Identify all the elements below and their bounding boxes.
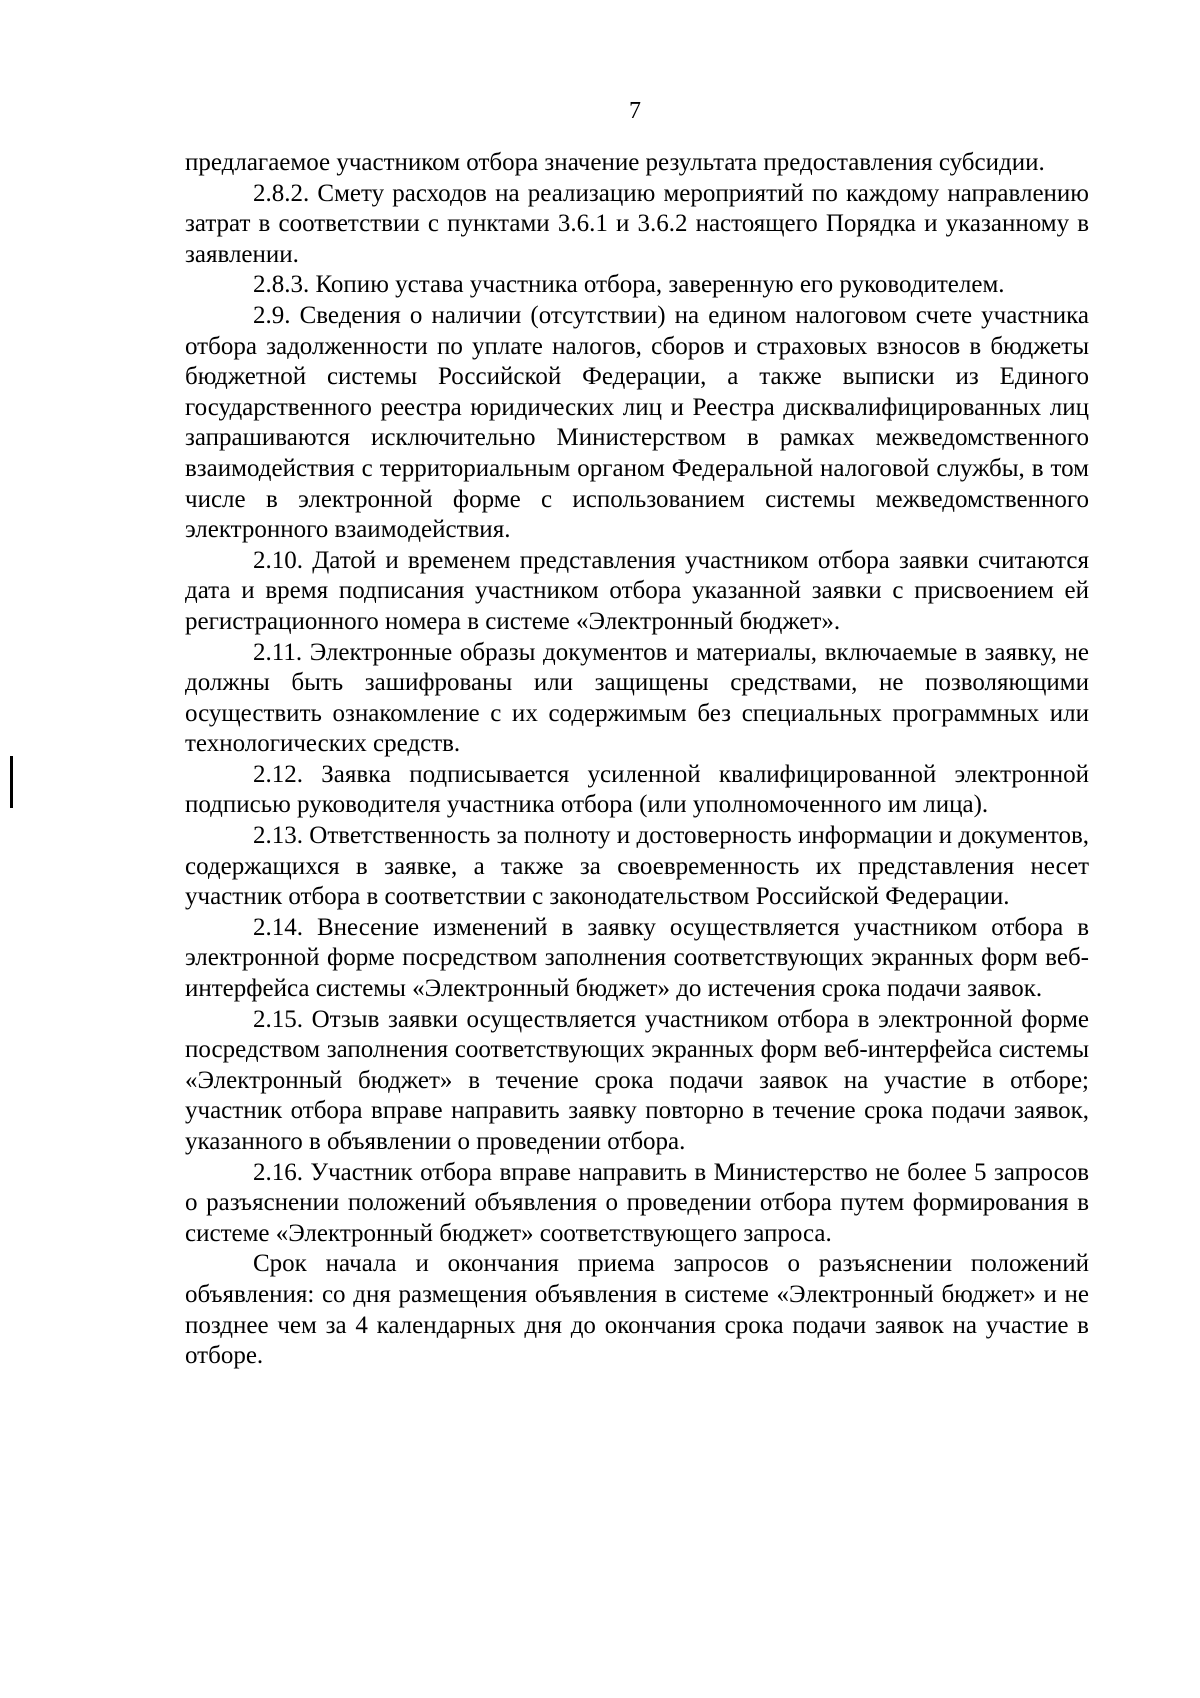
paragraph-2-15: 2.15. Отзыв заявки осуществляется участником отбора в электронной форме посредством заполнения соответствующих экранных форм веб-интерфейса системы «Электронный бюджет» в течение срока подачи заявок на участие в отборе; участник отбора вправе направить заявку повторно в течение срока подачи заявок, указанного в объявлении о проведении отбора.: [185, 1005, 1089, 1155]
paragraph-2-13: 2.13. Ответственность за полноту и достоверность информации и документов, содержащихся в заявке, а также за своевременность их представления несет участник отбора в соответствии с законодательством Российской Федерации.: [185, 822, 1089, 911]
paragraph-2-16: 2.16. Участник отбора вправе направить в Министерство не более 5 запросов о разъяснении положений объявления о проведении отбора путем формирования в системе «Электронный бюджет» соответствующего запроса.: [185, 1158, 1089, 1247]
document-body: [185, 148, 1089, 1372]
paragraph-continuation: предлагаемое участником отбора значение результата предоставления субсидии.: [185, 149, 1045, 176]
page-number: 7: [629, 98, 641, 124]
paragraph-2-12: 2.12. Заявка подписывается усиленной квалифицированной электронной подписью руководителя участника отбора (или уполномоченного им лица).: [185, 760, 1089, 819]
paragraph-2-11: 2.11. Электронные образы документов и материалы, включаемые в заявку, не должны быть зашифрованы или защищены средствами, не позволяющими осуществить ознакомление с их содержимым без специальных программных или технологических средств.: [185, 638, 1089, 758]
paragraph-request-deadline: Срок начала и окончания приема запросов о разъяснении положений объявления: со дня размещения объявления в системе «Электронный бюджет» и не позднее чем за 4 календарных дня до окончания срока подачи заявок на участие в отборе.: [185, 1250, 1089, 1370]
paragraph-2-8-2: 2.8.2. Смету расходов на реализацию мероприятий по каждому направлению затрат в соответствии с пунктами 3.6.1 и 3.6.2 настоящего Порядка и указанному в заявлении.: [185, 179, 1089, 268]
paragraph-2-9: 2.9. Сведения о наличии (отсутствии) на едином налоговом счете участника отбора задолженности по уплате налогов, сборов и страховых взносов в бюджеты бюджетной системы Российской Федерации, а также выписки из Единого государственного реестра юридических лиц и Реестра дисквалифицированных лиц запрашиваются исключительно Министерством в рамках межведомственного взаимодействия с территориальным органом Федеральной налоговой службы, в том числе в электронной форме с использованием системы межведомственного электронного взаимодействия.: [185, 301, 1089, 544]
paragraph-2-8-3: 2.8.3. Копию устава участника отбора, заверенную его руководителем.: [253, 271, 1005, 299]
paragraph-2-14: 2.14. Внесение изменений в заявку осуществляется участником отбора в электронной форме посредством заполнения соответствующих экранных форм веб-интерфейса системы «Электронный бюджет» до истечения срока подачи заявок.: [185, 913, 1089, 1003]
margin-scan-mark: [10, 756, 13, 808]
paragraph-2-10: 2.10. Датой и временем представления участником отбора заявки считаются дата и время подписания участником отбора указанной заявки с присвоением ей регистрационного номера в системе «Электронный бюджет».: [185, 546, 1089, 635]
